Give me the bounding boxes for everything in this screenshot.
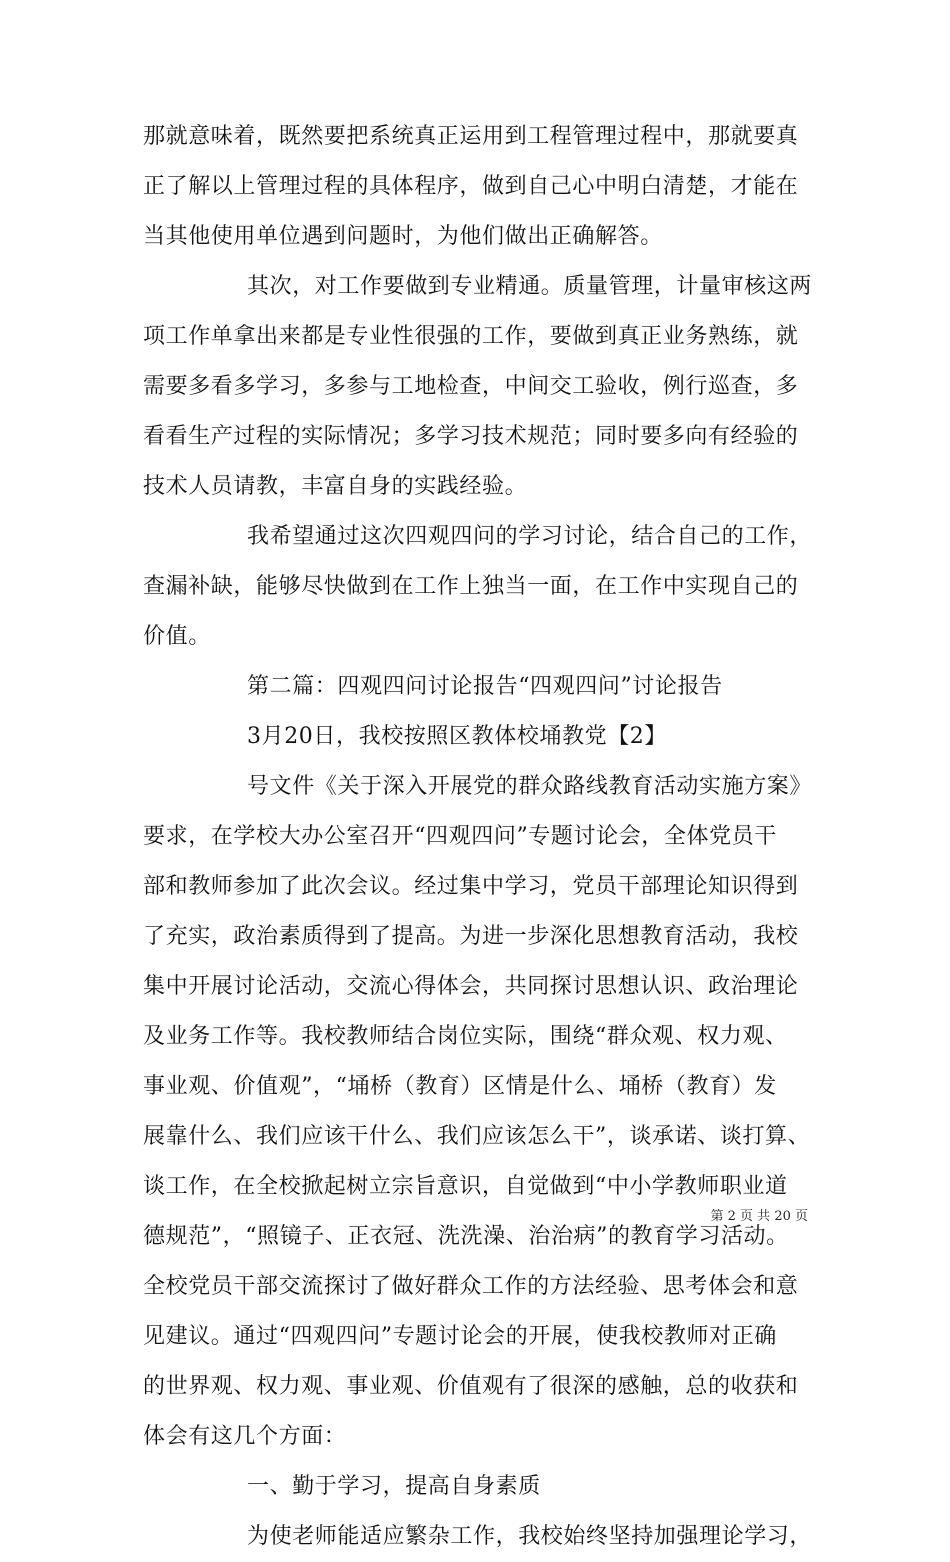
text-line: 需要多看多学习，多参与工地检查，中间交工验收，例行巡查，多 <box>143 374 799 399</box>
text-line: 了充实，政治素质得到了提高。为进一步深化思想教育活动，我校 <box>143 924 799 949</box>
text-line: 当其他使用单位遇到问题时，为他们做出正确解答。 <box>143 224 663 249</box>
page-number-footer: 第 2 页 共 20 页 <box>710 1209 808 1224</box>
text-line: 我希望通过这次四观四问的学习讨论，结合自己的工作， <box>247 524 813 549</box>
text-line: 见建议。通过“四观四问”专题讨论会的开展，使我校教师对正确 <box>143 1324 777 1349</box>
subsection-heading: 一、勤于学习，提高自身素质 <box>247 1474 541 1499</box>
text-line: 查漏补缺，能够尽快做到在工作上独当一面，在工作中实现自己的 <box>143 574 799 599</box>
text-line: 部和教师参加了此次会议。经过集中学习，党员干部理论知识得到 <box>143 874 799 899</box>
text-line: 3月20日，我校按照区教体校埇教党【2】 <box>247 724 667 749</box>
text-line: 那就意味着，既然要把系统真正运用到工程管理过程中，那就要真 <box>143 124 799 149</box>
text-line: 全校党员干部交流探讨了做好群众工作的方法经验、思考体会和意 <box>143 1274 799 1299</box>
text-line: 谈工作，在全校掀起树立宗旨意识，自觉做到“中小学教师职业道 <box>143 1174 788 1199</box>
text-line: 技术人员请教，丰富自身的实践经验。 <box>143 474 528 499</box>
text-line: 项工作单拿出来都是专业性很强的工作，要做到真正业务熟练，就 <box>143 324 799 349</box>
body-text <box>143 112 813 1562</box>
text-line: 为使老师能适应繁杂工作，我校始终坚持加强理论学习， <box>247 1524 813 1549</box>
text-line: 事业观、价值观”，“埇桥（教育）区情是什么、埇桥（教育）发 <box>143 1074 777 1099</box>
text-line: 的世界观、权力观、事业观、价值观有了很深的感触，总的收获和 <box>143 1374 799 1399</box>
text-line: 价值。 <box>143 624 211 649</box>
text-line: 体会有这几个方面： <box>143 1424 347 1449</box>
text-line: 德规范”，“照镜子、正衣冠、洗洗澡、治治病”的教育学习活动。 <box>143 1224 789 1249</box>
text-line: 及业务工作等。我校教师结合岗位实际，围绕“群众观、权力观、 <box>143 1024 788 1049</box>
text-line: 号文件《关于深入开展党的群众路线教育活动实施方案》 <box>247 774 813 799</box>
text-line: 正了解以上管理过程的具体程序，做到自己心中明白清楚，才能在 <box>143 174 799 199</box>
section-heading: 第二篇：四观四问讨论报告“四观四问”讨论报告 <box>247 674 723 699</box>
text-line: 其次，对工作要做到专业精通。质量管理，计量审核这两 <box>247 274 813 299</box>
text-line: 集中开展讨论活动，交流心得体会，共同探讨思想认识、政治理论 <box>143 974 799 999</box>
text-line: 看看生产过程的实际情况；多学习技术规范；同时要多向有经验的 <box>143 424 799 449</box>
text-line: 展靠什么、我们应该干什么、我们应该怎么干”，谈承诺、谈打算、 <box>143 1124 811 1149</box>
text-line: 要求，在学校大办公室召开“四观四问”专题讨论会，全体党员干 <box>143 824 777 849</box>
